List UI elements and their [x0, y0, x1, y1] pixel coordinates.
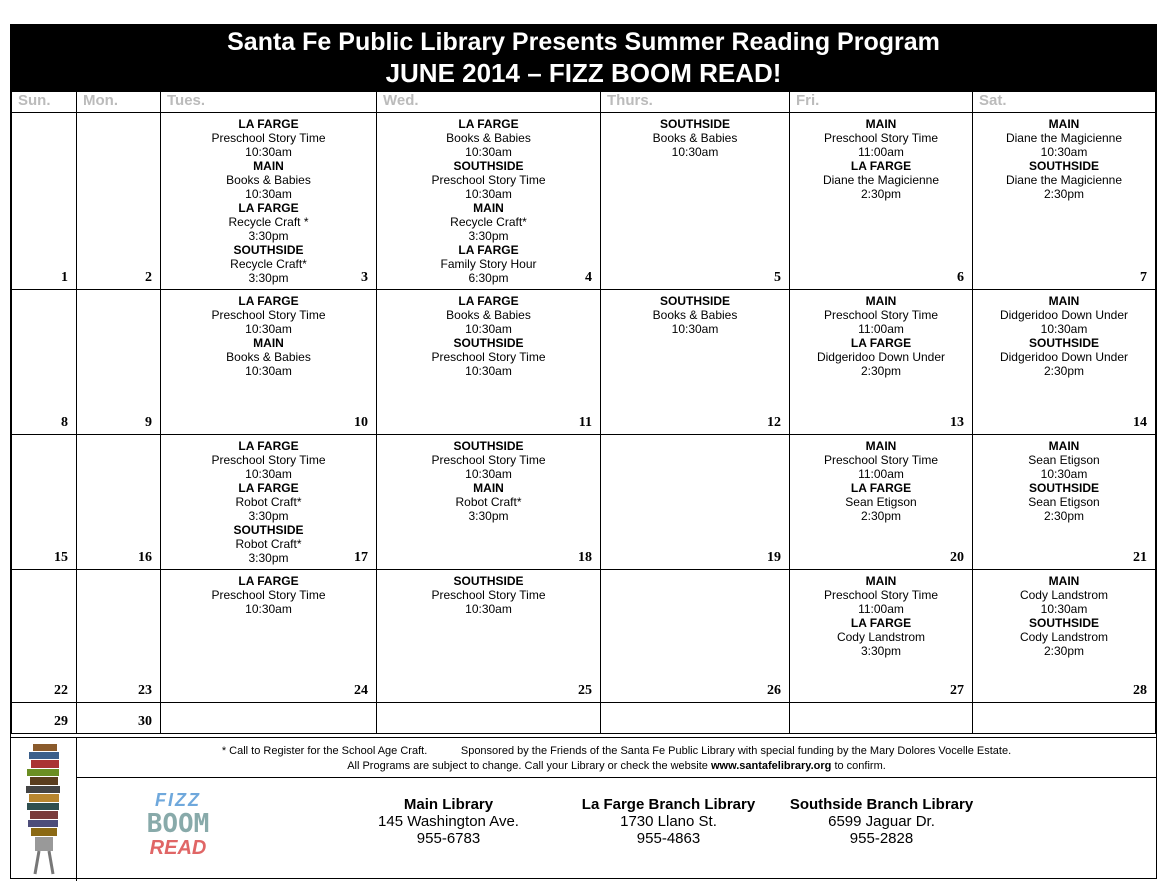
title-line-2: JUNE 2014 – FIZZ BOOM READ! [385, 58, 782, 88]
title-line-1: Santa Fe Public Library Presents Summer Reading Program [227, 28, 940, 56]
event-time: 6:30pm [468, 271, 509, 285]
day-cell [601, 570, 790, 703]
day-cell [12, 290, 77, 435]
date-number: 6 [957, 270, 964, 285]
event-title: Robot Craft* [235, 537, 302, 551]
event-location: SOUTHSIDE [1028, 481, 1099, 495]
event-location: LA FARGE [238, 117, 299, 131]
day-cell [12, 570, 77, 703]
event-list [377, 435, 600, 523]
event-time: 10:30am [465, 467, 512, 481]
event-title: Robot Craft* [235, 495, 302, 509]
event-time: 10:30am [671, 145, 719, 159]
note-line-1: * Call to Register for the School Age Craft. Sponsored by the Friends of the Santa Fe Public Library with special funding by the Mary Dolores Vocelle Estate. [221, 745, 1012, 757]
event-title: Didgeridoo Down Under [999, 308, 1129, 322]
southside-library-info [779, 796, 984, 847]
event-location: MAIN [1048, 439, 1080, 453]
event-time: 2:30pm [1043, 187, 1085, 201]
event-time: 2:30pm [1043, 509, 1085, 523]
library-name: La Farge Branch Library [581, 796, 756, 813]
event-title: Didgeridoo Down Under [816, 350, 946, 364]
calendar-page [10, 24, 1157, 879]
event-list [973, 703, 1155, 707]
date-number: 8 [61, 415, 68, 430]
event-location: LA FARGE [238, 294, 299, 308]
day-cell [601, 290, 790, 435]
event-location: LA FARGE [458, 294, 519, 308]
day-cell [77, 570, 161, 703]
event-location: SOUTHSIDE [453, 336, 524, 350]
event-location: MAIN [865, 574, 897, 588]
date-number: 23 [138, 683, 152, 698]
library-name: Southside Branch Library [789, 796, 974, 813]
event-time: 10:30am [465, 187, 512, 201]
week-row [12, 703, 1156, 734]
day-header: Tues. [161, 92, 377, 113]
date-number: 11 [578, 415, 592, 430]
event-location: SOUTHSIDE [1028, 159, 1099, 173]
event-time: 10:30am [465, 145, 512, 159]
event-list [12, 570, 76, 574]
event-time: 2:30pm [860, 364, 902, 378]
event-location: SOUTHSIDE [453, 574, 524, 588]
day-header: Mon. [77, 92, 161, 113]
event-location: LA FARGE [458, 243, 519, 257]
day-cell [377, 570, 601, 703]
date-number: 13 [950, 415, 964, 430]
event-location: SOUTHSIDE [659, 117, 730, 131]
day-cell [377, 290, 601, 435]
event-time: 3:30pm [468, 509, 509, 523]
day-cell [790, 435, 973, 570]
event-time: 10:30am [245, 322, 292, 336]
day-header: Wed. [377, 92, 601, 113]
event-list [790, 113, 972, 201]
event-time: 3:30pm [860, 644, 902, 658]
date-number: 9 [145, 415, 152, 430]
date-number: 26 [767, 683, 781, 698]
logo-fizz: FIZZ [155, 790, 201, 810]
day-cell [973, 570, 1156, 703]
event-title: Preschool Story Time [211, 453, 326, 467]
date-number: 15 [54, 550, 68, 565]
day-cell [12, 435, 77, 570]
date-number: 17 [354, 550, 368, 565]
event-time: 10:30am [465, 602, 512, 616]
date-number: 29 [54, 714, 68, 729]
event-location: MAIN [865, 294, 897, 308]
event-time: 10:30am [245, 467, 292, 481]
event-location: SOUTHSIDE [233, 243, 304, 257]
event-location: LA FARGE [238, 574, 299, 588]
event-list [12, 435, 76, 439]
event-title: Preschool Story Time [211, 308, 326, 322]
event-list [377, 703, 600, 707]
event-title: Recycle Craft* [230, 257, 307, 271]
event-location: SOUTHSIDE [453, 439, 524, 453]
event-list [12, 703, 76, 707]
event-time: 2:30pm [860, 509, 902, 523]
event-time: 2:30pm [1043, 364, 1085, 378]
date-number: 3 [361, 270, 368, 285]
library-phone: 955-2828 [849, 830, 914, 847]
day-cell [161, 435, 377, 570]
event-title: Preschool Story Time [823, 588, 939, 602]
day-cell [790, 113, 973, 290]
event-location: LA FARGE [458, 117, 519, 131]
note-line-2 [77, 759, 1156, 774]
day-cell [973, 703, 1156, 734]
event-location: LA FARGE [238, 201, 299, 215]
event-time: 2:30pm [1043, 644, 1085, 658]
event-list [77, 435, 160, 439]
event-location: SOUTHSIDE [233, 523, 304, 537]
event-location: SOUTHSIDE [453, 159, 524, 173]
week-row [12, 113, 1156, 290]
event-list [790, 570, 972, 658]
day-header: Thurs. [601, 92, 790, 113]
event-list [161, 290, 376, 378]
event-list [601, 703, 789, 707]
day-cell [790, 703, 973, 734]
event-location: MAIN [865, 439, 897, 453]
day-cell [77, 435, 161, 570]
event-title: Books & Babies [652, 308, 738, 322]
event-list [77, 113, 160, 117]
day-cell [161, 113, 377, 290]
date-number: 27 [950, 683, 964, 698]
event-location: SOUTHSIDE [1028, 616, 1099, 630]
day-cell [601, 113, 790, 290]
day-cell [161, 570, 377, 703]
lafarge-library-info [566, 796, 771, 847]
date-number: 16 [138, 550, 152, 565]
event-title: Preschool Story Time [823, 308, 939, 322]
date-number: 28 [1133, 683, 1147, 698]
event-title: Sean Etigson [845, 495, 917, 509]
date-number: 2 [145, 270, 152, 285]
event-list [161, 570, 376, 616]
event-location: MAIN [473, 201, 504, 215]
event-title: Diane the Magicienne [1005, 131, 1123, 145]
event-location: MAIN [253, 159, 284, 173]
event-title: Robot Craft* [455, 495, 522, 509]
date-number: 30 [138, 714, 152, 729]
day-cell [601, 435, 790, 570]
date-number: 24 [354, 683, 368, 698]
event-time: 10:30am [245, 145, 292, 159]
day-header: Fri. [790, 92, 973, 113]
week-row [12, 435, 1156, 570]
library-phone: 955-4863 [636, 830, 701, 847]
event-time: 10:30am [671, 322, 719, 336]
library-name: Main Library [403, 796, 494, 813]
event-time: 10:30am [1040, 145, 1088, 159]
event-time: 10:30am [1040, 602, 1088, 616]
calendar-grid [11, 91, 1156, 734]
event-title: Cody Landstrom [836, 630, 926, 644]
event-location: LA FARGE [238, 439, 299, 453]
footer [11, 737, 1156, 881]
footer-note [77, 738, 1156, 778]
day-cell [377, 113, 601, 290]
event-title: Diane the Magicienne [822, 173, 940, 187]
event-title: Cody Landstrom [1019, 630, 1109, 644]
date-number: 22 [54, 683, 68, 698]
note-line-2-post: to confirm. [831, 760, 886, 772]
date-number: 10 [354, 415, 368, 430]
date-number: 14 [1133, 415, 1147, 430]
event-location: LA FARGE [850, 481, 912, 495]
event-list [377, 113, 600, 285]
event-list [973, 435, 1155, 523]
event-title: Preschool Story Time [211, 588, 326, 602]
day-cell [161, 703, 377, 734]
event-title: Preschool Story Time [431, 173, 546, 187]
logo-read: READ [149, 837, 207, 859]
week-row [12, 290, 1156, 435]
event-list [790, 703, 972, 707]
event-location: LA FARGE [850, 336, 912, 350]
event-title: Recycle Craft * [228, 215, 309, 229]
day-cell [77, 290, 161, 435]
library-address: 145 Washington Ave. [378, 813, 519, 830]
event-time: 10:30am [1040, 322, 1088, 336]
event-list [973, 290, 1155, 378]
event-title: Didgeridoo Down Under [999, 350, 1129, 364]
event-time: 10:30am [1040, 467, 1088, 481]
event-list [973, 113, 1155, 201]
event-location: MAIN [1048, 117, 1080, 131]
event-time: 11:00am [858, 322, 904, 336]
event-time: 11:00am [858, 602, 904, 616]
event-title: Books & Babies [446, 131, 531, 145]
event-list [77, 570, 160, 574]
event-title: Books & Babies [652, 131, 738, 145]
event-location: MAIN [1048, 294, 1080, 308]
event-title: Preschool Story Time [431, 453, 546, 467]
event-title: Preschool Story Time [211, 131, 326, 145]
week-row [12, 570, 1156, 703]
day-cell [377, 703, 601, 734]
event-list [377, 570, 600, 616]
date-number: 20 [950, 550, 964, 565]
event-list [161, 703, 376, 707]
event-location: MAIN [865, 117, 897, 131]
event-list [161, 113, 376, 285]
event-title: Sean Etigson [1028, 453, 1100, 467]
website-link[interactable]: www.santafelibrary.org [710, 760, 832, 772]
date-number: 18 [578, 550, 592, 565]
note-line-2-pre: All Programs are subject to change. Call your Library or check the website [347, 760, 711, 772]
day-cell [161, 290, 377, 435]
event-location: LA FARGE [238, 481, 299, 495]
event-title: Family Story Hour [440, 257, 537, 271]
event-time: 3:30pm [248, 551, 289, 565]
day-cell [377, 435, 601, 570]
event-location: SOUTHSIDE [659, 294, 730, 308]
event-title: Recycle Craft* [450, 215, 527, 229]
event-time: 2:30pm [860, 187, 902, 201]
event-list [973, 570, 1155, 658]
day-cell [77, 113, 161, 290]
event-list [601, 435, 789, 439]
date-number: 7 [1140, 270, 1147, 285]
library-phone: 955-6783 [416, 830, 481, 847]
day-cell [601, 703, 790, 734]
day-cell [973, 290, 1156, 435]
day-cell [973, 113, 1156, 290]
event-title: Preschool Story Time [823, 453, 939, 467]
day-cell [77, 703, 161, 734]
book-stack-illustration [11, 738, 77, 881]
date-number: 19 [767, 550, 781, 565]
event-title: Sean Etigson [1028, 495, 1100, 509]
event-time: 11:00am [858, 467, 904, 481]
event-list [601, 570, 789, 574]
event-time: 10:30am [245, 187, 292, 201]
event-list [601, 113, 789, 159]
event-time: 3:30pm [248, 271, 289, 285]
date-number: 25 [578, 683, 592, 698]
event-title: Preschool Story Time [431, 350, 546, 364]
event-title: Books & Babies [226, 350, 311, 364]
event-list [161, 435, 376, 565]
date-number: 21 [1133, 550, 1147, 565]
date-number: 12 [767, 415, 781, 430]
event-title: Books & Babies [446, 308, 531, 322]
event-list [12, 290, 76, 294]
main-library-info [341, 796, 556, 847]
day-cell [790, 570, 973, 703]
date-number: 4 [585, 270, 592, 285]
day-cell [973, 435, 1156, 570]
event-title: Books & Babies [226, 173, 311, 187]
logo-boom: BOOM [146, 809, 210, 839]
event-list [12, 113, 76, 117]
event-title: Diane the Magicienne [1005, 173, 1123, 187]
event-time: 11:00am [858, 145, 904, 159]
library-address: 6599 Jaguar Dr. [828, 813, 935, 830]
event-title: Cody Landstrom [1019, 588, 1109, 602]
event-time: 10:30am [245, 364, 292, 378]
event-time: 3:30pm [248, 509, 289, 523]
day-header: Sat. [973, 92, 1156, 113]
event-title: Preschool Story Time [431, 588, 546, 602]
day-cell [12, 113, 77, 290]
event-location: MAIN [1048, 574, 1080, 588]
event-location: LA FARGE [850, 159, 912, 173]
date-number: 5 [774, 270, 781, 285]
library-address: 1730 Llano St. [620, 813, 717, 830]
day-header: Sun. [12, 92, 77, 113]
date-number: 1 [61, 270, 68, 285]
event-time: 10:30am [245, 602, 292, 616]
event-time: 10:30am [465, 322, 512, 336]
event-list [601, 290, 789, 336]
title-banner [11, 25, 1156, 91]
event-time: 10:30am [465, 364, 512, 378]
day-cell [12, 703, 77, 734]
event-list [77, 703, 160, 707]
event-time: 3:30pm [248, 229, 289, 243]
event-location: LA FARGE [850, 616, 912, 630]
event-list [790, 435, 972, 523]
event-location: MAIN [473, 481, 504, 495]
day-cell [790, 290, 973, 435]
event-title: Preschool Story Time [823, 131, 939, 145]
event-list [77, 290, 160, 294]
event-time: 3:30pm [468, 229, 509, 243]
event-list [790, 290, 972, 378]
event-list [377, 290, 600, 378]
event-location: SOUTHSIDE [1028, 336, 1099, 350]
fizz-boom-read-logo [123, 790, 233, 870]
event-location: MAIN [253, 336, 284, 350]
